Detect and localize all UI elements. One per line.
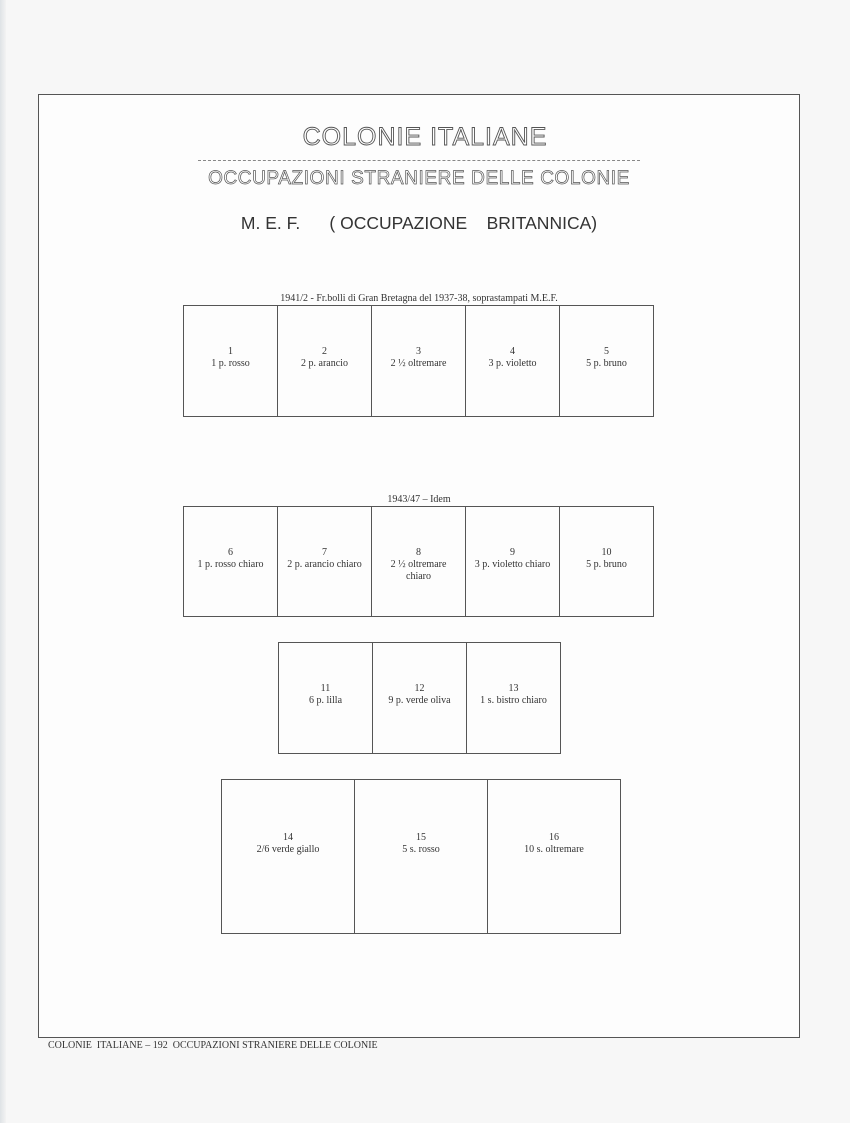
stamp-number: 6	[228, 547, 233, 558]
stamp-row-3	[278, 642, 560, 754]
set-caption-1943: 1943/47 – Idem	[387, 494, 451, 505]
stamp-number: 3	[416, 346, 421, 357]
stamp-number: 16	[549, 832, 559, 843]
stamp-description: 10 s. oltremare	[524, 844, 584, 855]
stamp-number: 7	[322, 547, 327, 558]
stamp-space-2	[277, 305, 372, 417]
stamp-description: 2 p. arancio	[301, 358, 348, 369]
stamp-space-12	[372, 642, 467, 754]
stamp-number: 13	[508, 683, 519, 694]
stamp-space-14	[221, 779, 355, 934]
stamp-number: 12	[414, 683, 425, 694]
stamp-description: 6 p. lilla	[308, 695, 343, 706]
stamp-description: 2 p. arancio chiaro	[287, 559, 362, 570]
stamp-space-7	[277, 506, 372, 617]
stamp-space-6	[183, 506, 278, 617]
stamp-space-10	[559, 506, 654, 617]
stamp-description: 2/6 verde giallo	[256, 844, 320, 855]
stamp-row-2	[183, 506, 653, 617]
stamp-description: 5 p. bruno	[586, 358, 627, 369]
stamp-number: 2	[322, 346, 327, 357]
set-caption-1941: 1941/2 - Fr.bolli di Gran Bretagna del 1937-38, soprastampati M.E.F.	[280, 293, 558, 304]
stamp-description: 1 p. rosso	[211, 358, 250, 369]
stamp-space-1	[183, 305, 278, 417]
page-footer: COLONIE ITALIANE – 192 OCCUPAZIONI STRANIERE DELLE COLONIE	[48, 1040, 378, 1051]
stamp-space-3	[371, 305, 466, 417]
stamp-description: 5 s. rosso	[402, 844, 440, 855]
stamp-description: 2 ½ oltremare	[390, 358, 447, 369]
stamp-description: 3 p. violetto	[488, 358, 537, 369]
stamp-number: 4	[510, 346, 515, 357]
stamp-space-8	[371, 506, 466, 617]
stamp-number: 11	[320, 683, 331, 694]
section-heading: M. E. F. ( OCCUPAZIONE BRITANNICA)	[240, 213, 598, 233]
stamp-description: 1 s. bistro chiaro	[480, 695, 547, 706]
stamp-row-4	[221, 779, 620, 934]
stamp-space-13	[466, 642, 561, 754]
stamp-description: 1 p. rosso chiaro	[197, 559, 264, 570]
stamp-space-15	[354, 779, 488, 934]
stamp-space-11	[278, 642, 373, 754]
stamp-number: 1	[228, 346, 233, 357]
stamp-number: 8	[416, 547, 421, 558]
page-title: COLONIE ITALIANE	[302, 123, 548, 151]
stamp-space-9	[465, 506, 560, 617]
stamp-number: 5	[604, 346, 609, 357]
stamp-row-1	[183, 305, 653, 417]
stamp-number: 14	[283, 832, 293, 843]
page-subtitle: OCCUPAZIONI STRANIERE DELLE COLONIE	[208, 168, 630, 189]
stamp-number: 10	[601, 547, 612, 558]
stamp-description: 3 p. violetto chiaro	[474, 559, 551, 570]
stamp-number: 15	[416, 832, 426, 843]
title-separator	[198, 160, 640, 161]
stamp-space-5	[559, 305, 654, 417]
stamp-description: 5 p. bruno	[586, 559, 627, 570]
stamp-description: 2 ½ oltremare chiaro	[390, 559, 447, 582]
stamp-space-4	[465, 305, 560, 417]
stamp-space-16	[487, 779, 621, 934]
stamp-number: 9	[510, 547, 515, 558]
stamp-description: 9 p. verde oliva	[388, 695, 451, 706]
